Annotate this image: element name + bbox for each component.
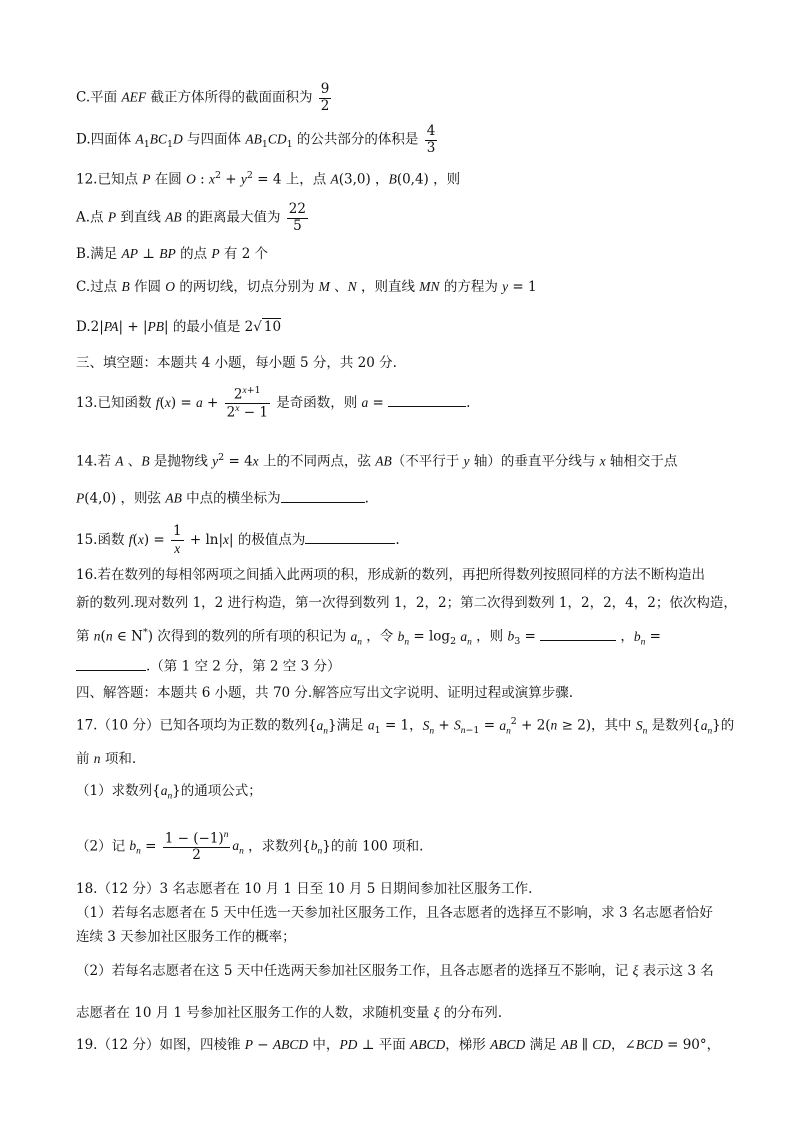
q11-option-c: C.平面 AEF 截正方体所得的截面面积为 $\frac{9}{2}$ <box>76 81 330 114</box>
q17-part2: （2）记 $b_n$ = $\frac{1 - (-1)^n}{2}$ $a_n$ ，求数列$\{b_n\}$的前 100 项和. <box>76 830 424 864</box>
q16-line1: 16.若在数列的每相邻两项之间插入此两项的积，形成新的数列，再把所得数列按照同样的方法不断构造出 <box>76 567 705 583</box>
q17-line1: 17.（10 分）已知各项均为正数的数列$\{a_n\}$满足 $a_1 = 1$，$S_n + S_{n-1} = a_n^2 + 2(n \ge 2)$，其中 $S_n$ 是数列$\{a_n\}$的 <box>76 716 735 737</box>
q12-stem: 12.已知点 P 在圆 O : $x^2 + y^2 = 4$ 上，点 A(3,0) ，B(0,4) ，则 <box>76 170 461 188</box>
q16-line4: .（第 1 空 2 分，第 2 空 3 分） <box>76 656 754 676</box>
q18-part2a: （2）若每名志愿者在这 5 天中任选两天参加社区服务工作，且各志愿者的选择互不影响，记 ξ 表示这 3 名 <box>76 963 714 979</box>
q15: 15.函数 f(x) = $\frac{1}{x}$ + ln|x| 的极值点为 . <box>76 523 400 556</box>
q11-option-d: D.四面体 $A_1BC_1D$ 与四面体 $AB_1CD_1$ 的公共部分的体积是 $\frac{4}{3}$ <box>76 123 436 156</box>
q16-line3: 第 n(n ∈ N*) 次得到的数列的所有项的积记为 $a_n$ ，令 $b_n = \log_2 a_n$ ，则 $b_3$ = ，$b_n$ = <box>76 627 661 648</box>
q18-part1b: 连续 3 天参加社区服务工作的概率； <box>76 929 296 945</box>
q13: 13.已知函数 f(x) = a + $\frac{2^{x+1}}{2^x - 1}$ 是奇函数，则 a = . <box>76 385 471 421</box>
q17-line2: 前 n 项和. <box>76 751 137 767</box>
q14-line1: 14.若 A 、B 是抛物线 $y^2 = 4x$ 上的不同两点，弦 AB（不平行于 y 轴）的垂直平分线与 x 轴相交于点 <box>76 452 678 470</box>
q12-option-c: C.过点 B 作圆 O 的两切线，切点分别为 M 、N ，则直线 MN 的方程为 y = 1 <box>76 279 537 295</box>
q16-line2: 新的数列.现对数列 1，2 进行构造，第一次得到数列 1，2，2；第二次得到数列 1，2，2，4，2；依次构造， <box>76 595 737 611</box>
q14-line2: P(4,0) ，则弦 AB 中点的横坐标为 . <box>76 488 754 508</box>
q12-option-a: A.点 P 到直线 AB 的距离最大值为 $\frac{22}{5}$ <box>76 201 306 234</box>
q12-option-b: B.满足 AP ⊥ BP 的点 P 有 2 个 <box>76 246 269 262</box>
q12-option-d: D.2|PA| + |PB| 的最小值是 2√ 10 <box>76 319 282 335</box>
section-3-heading: 三、填空题：本题共 4 小题，每小题 5 分，共 20 分. <box>76 355 397 371</box>
section-4-heading: 四、解答题：本题共 6 小题，共 70 分.解答应写出文字说明、证明过程或演算步骤. <box>76 685 574 701</box>
q18-part1a: （1）若每名志愿者在 5 天中任选一天参加社区服务工作，且各志愿者的选择互不影响，求 3 名志愿者恰好 <box>76 905 713 921</box>
q17-part1: （1）求数列$\{a_n\}$的通项公式； <box>76 783 262 802</box>
q18-line1: 18.（12 分）3 名志愿者在 10 月 1 日至 10 月 5 日期间参加社区服务工作. <box>76 881 533 897</box>
q18-part2b: 志愿者在 10 月 1 号参加社区服务工作的人数，求随机变量 ξ 的分布列. <box>76 1005 503 1021</box>
q19-line1: 19.（12 分）如图，四棱锥 P − ABCD 中，PD ⊥ 平面 ABCD，梯形 ABCD 满足 AB ∥ CD，∠BCD = 90°， <box>76 1037 721 1053</box>
